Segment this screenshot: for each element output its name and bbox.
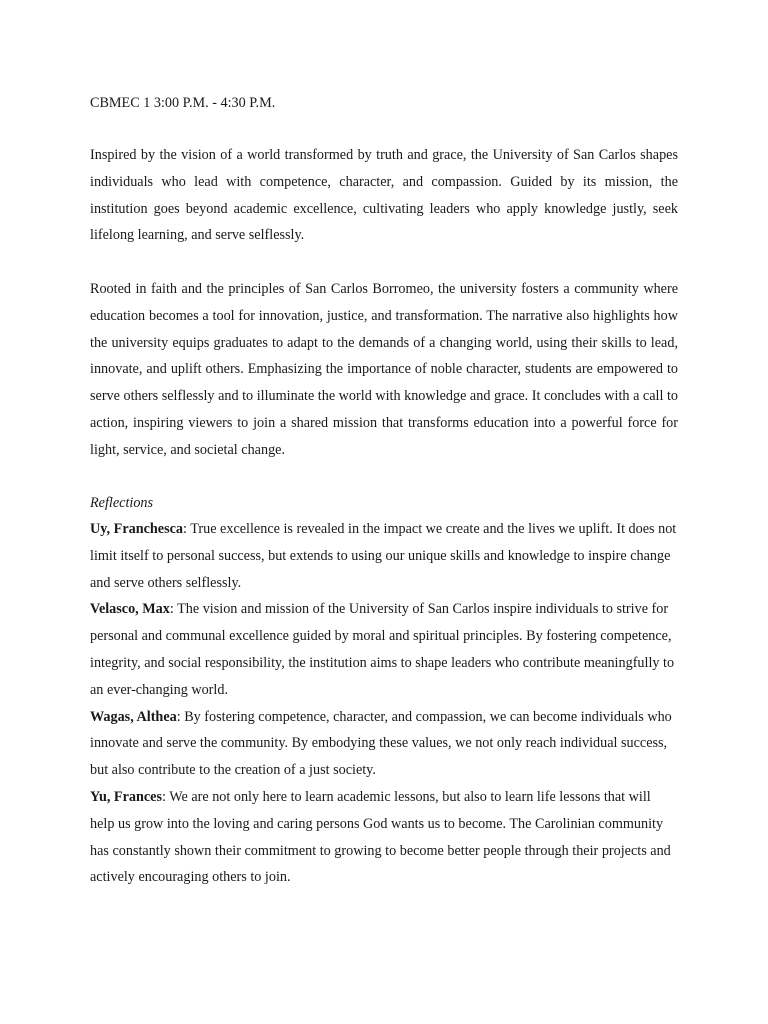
reflection-wagas bbox=[90, 704, 678, 784]
reflection-text: : We are not only here to learn academic lessons, but also to learn life lessons that will help us grow into the loving and caring persons God wants us to become. The Carolinian community has constantly shown their commitment to growing to become better people through their projects and actively encouraging others to join. bbox=[90, 788, 671, 886]
reflection-author: Wagas, Althea bbox=[90, 708, 177, 725]
reflections-heading: Reflections bbox=[90, 495, 154, 511]
reflection-author: Yu, Frances bbox=[90, 788, 162, 805]
reflection-text: : The vision and mission of the University of San Carlos inspire individuals to strive for personal and communal excellence guided by moral and spiritual principles. By fostering competence, integrity, and social responsibility, the institution aims to shape leaders who contribute meaningfully to an ever-changing world. bbox=[90, 601, 675, 698]
reflection-yu bbox=[90, 784, 678, 891]
vision-paragraph: Inspired by the vision of a world transformed by truth and grace, the University of San Carlos shapes individuals who lead with competence, character, and compassion. Guided by its mission, the institution goes beyond academic excellence, cultivating leaders who apply knowledge justly, seek lifelong learning, and serve selflessly. bbox=[90, 147, 678, 244]
class-schedule-header: CBMEC 1 3:00 P.M. - 4:30 P.M. bbox=[90, 95, 276, 111]
mission-paragraph: Rooted in faith and the principles of San Carlos Borromeo, the university fosters a community where education becomes a tool for innovation, justice, and transformation. The narrative also highlights how the university equips graduates to adapt to the demands of a changing world, using their skills to lead, innovate, and uplift others. Emphasizing the importance of noble character, students are empowered to serve others selflessly and to illuminate the world with knowledge and grace. It concludes with a call to action, inspiring viewers to join a shared mission that transforms education into a powerful force for light, service, and societal change. bbox=[90, 281, 678, 458]
reflections-list bbox=[90, 516, 678, 891]
reflection-author: Uy, Franchesca bbox=[90, 521, 183, 537]
reflection-author: Velasco, Max bbox=[90, 601, 170, 618]
reflection-text: : By fostering competence, character, and compassion, we can become individuals who innovate and serve the community. By embodying these values, we not only reach individual success, but also contribute to the creation of a just society. bbox=[90, 708, 672, 779]
reflection-velasco bbox=[90, 596, 678, 703]
reflection-uy bbox=[90, 516, 678, 596]
reflection-text: : True excellence is revealed in the impact we create and the lives we uplift. It does not limit itself to personal success, but extends to using our unique skills and knowledge to inspire change and serve others selflessly. bbox=[90, 521, 677, 591]
